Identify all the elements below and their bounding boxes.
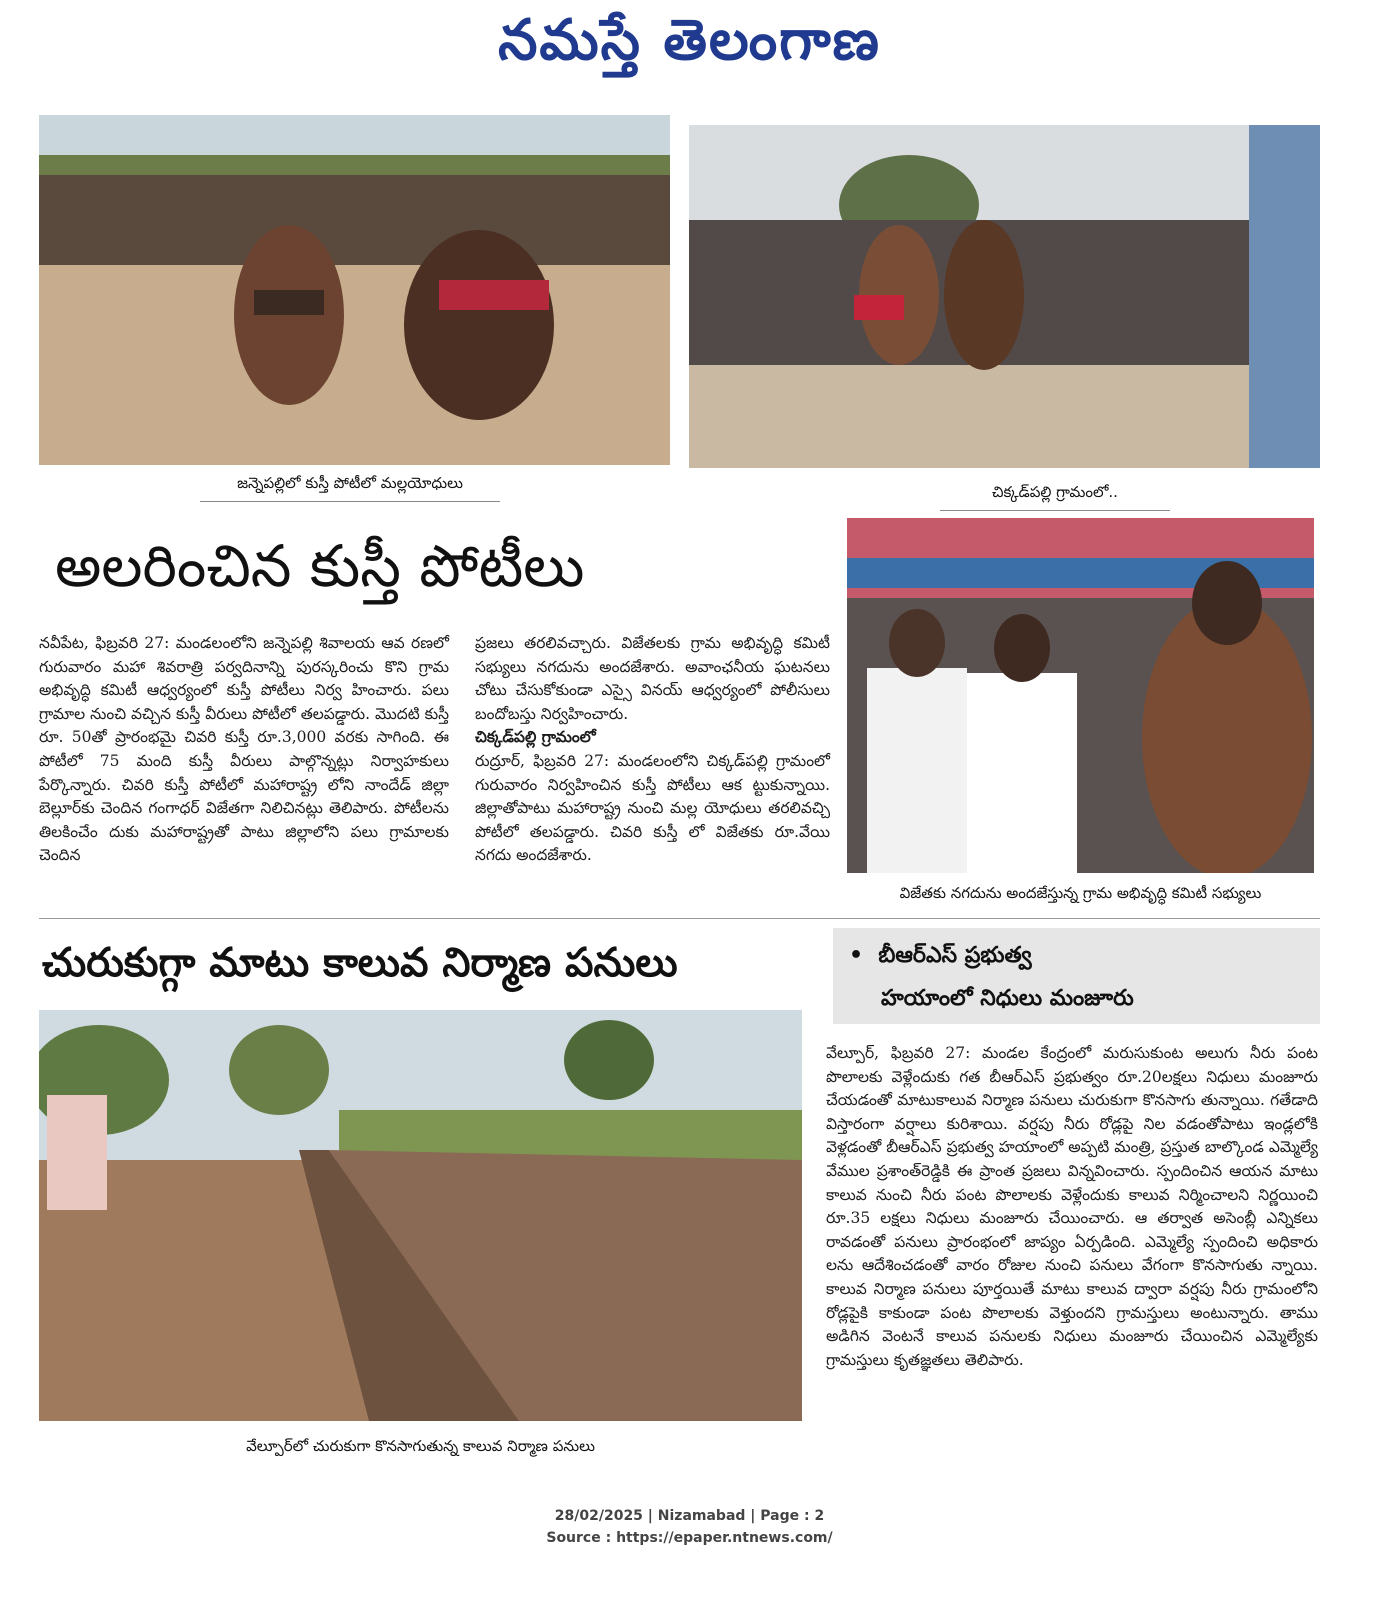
- highlight-line-2: హయాంలో నిధులు మంజూరు: [881, 986, 1134, 1011]
- article2-body: [826, 1042, 1318, 1372]
- prize-distribution-photo: [847, 518, 1314, 873]
- article1-paragraph: నవీపేట, ఫిబ్రవరి 27: మండలంలోని జన్నెపల్లి శివాలయ ఆవ రణలో గురువారం మహా శివరాత్రి పర్వదినాన్ని పురస్కరించు కొని గ్రామ అభివృద్ధి కమిటీ ఆధ్వర్యంలో కుస్తీ పోటీలు నిర్వ హించారు. పలు గ్రామాల నుంచి వచ్చిన కుస్తీ వీరులు పోటీలో తలపడ్డారు. మొదటి కుస్తీ రూ. 50తో ప్రారంభమై చివరి కుస్తీ రూ.3,000 వరకు సాగింది. ఈ పోటీలో 75 మంది కుస్తీ వీరులు పాల్గొన్నట్లు నిర్వాహకులు పేర్కొన్నారు. చివరి కుస్తీ పోటీలో మహారాష్ట్ర లోని నాందేడ్ జిల్లా బెల్లూర్‌కు చెందిన గంగాధర్ విజేతగా నిలిచినట్లు తెలిపారు. పోటీలను తిలకించేం దుకు మహారాష్ట్రతో పాటు జిల్లాలోని పలు గ్రామాలకు చెందిన: [39, 634, 449, 865]
- article1-subhead: చిక్కడ్‌పల్లి గ్రామంలో: [475, 728, 596, 747]
- highlight-line-1: • బీఆర్ఎస్ ప్రభుత్వ: [849, 943, 1032, 968]
- article1-headline: అలరించిన కుస్తీ పోటీలు: [55, 532, 585, 600]
- article1-paragraph: ప్రజలు తరలివచ్చారు. విజేతలకు గ్రామ అభివృద్ధి కమిటీ సభ్యులు నగదును అందజేశారు. అవాంఛనీయ ఘటనలు చోటు చేసుకోకుండా ఎస్సై వినయ్ ఆధ్వర్యంలో పోలీసులు బందోబస్తు నిర్వహించారు.: [475, 634, 830, 723]
- article2-paragraph: వేల్పూర్, ఫిబ్రవరి 27: మండల కేంద్రంలో మరుసుకుంట అలుగు నీరు పంట పొలాలకు వెళ్లేందుకు గత బీఆర్ఎస్ ప్రభుత్వం రూ.20లక్షలు నిధులు మంజూరు చేయడంతో మాటుకాలువ నిర్మాణ పనులు చురుకుగా కొనసాగు తున్నాయి. గతేడాది విస్తారంగా వర్షాలు కురిశాయి. వర్షపు నీరు రోడ్లపై నిల వడంతోపాటు ఇండ్లలోకి వెళ్లడంతో బీఆర్ఎస్ ప్రభుత్వ హయాంలో అప్పటి మంత్రి, ప్రస్తుత బాల్కొండ ఎమ్మెల్యే వేముల ప్రశాంత్‌రెడ్డికి ఈ ప్రాంత ప్రజలు విన్నవించారు. స్పందించిన ఆయన మాటు కాలువ నుంచి నీరు పంట పొలాలకు వెళ్లేందుకు కాలువ నిర్మించాలని నిర్ణయించి రూ.35 లక్షలు నిధులు మంజూరు చేయించారు. ఆ తర్వాత అసెంబ్లీ ఎన్నికలు రావడంతో పనులు ప్రారంభంలో జాప్యం ఏర్పడింది. ఎమ్మెల్యే స్పందించి అధికారు లను ఆదేశించడంతో వారం రోజుల నుంచి పనులు వేగంగా కొనసాగుతు న్నాయి. కాలువ నిర్మాణ పనులు పూర్తయితే మాటు కాలువ ద్వారా వర్షపు నీరు గ్రామంలోని రోడ్లపైకి కాకుండా పంట పొలాలకు వెళ్తుందని గ్రామస్తులు అంటున్నారు. తాము అడిగిన వెంటనే కాలువ పనులకు నిధులు మంజూరు చేయించిన ఎమ్మెల్యేకు గ్రామస్తులు కృతజ్ఞతలు తెలిపారు.: [826, 1044, 1318, 1369]
- article1-paragraph: రుద్రూర్, ఫిబ్రవరి 27: మండలంలోని చిక్కడ్‌పల్లి గ్రామంలో గురువారం నిర్వహించిన కుస్తీ పోటీలు ఆక ట్టుకున్నాయి. జిల్లాతోపాటు మహారాష్ట్ర నుంచి మల్ల యోధులు తరలివచ్చి పోటీలో తలపడ్డారు. చివరి కుస్తీ లో విజేతకు రూ.వేయి నగదు అందజేశారు.: [475, 751, 830, 865]
- article1-column1: [39, 632, 449, 868]
- footer-source: Source : https://epaper.ntnews.com/: [546, 1530, 833, 1546]
- article2-headline: చురుకుగ్గా మాటు కాలువ నిర్మాణ పనులు: [42, 940, 678, 986]
- canal-photo-caption: వేల్పూర్‌లో చురుకుగా కొనసాగుతున్న కాలువ నిర్మాణ పనులు: [246, 1437, 595, 1455]
- section-divider: [39, 918, 1320, 919]
- wrestling-photo-jannepalli: [39, 115, 670, 465]
- masthead: నమస్తే తెలంగాణ: [498, 8, 881, 73]
- bullet-icon: •: [849, 943, 879, 968]
- caption-rule: [940, 510, 1170, 511]
- wrestling-photo-chikkadpalli: [689, 125, 1320, 468]
- footer-date-edition: 28/02/2025 | Nizamabad | Page : 2: [554, 1508, 825, 1524]
- canal-construction-photo: [39, 1010, 802, 1421]
- photo-caption-chikkadpalli: చిక్కడ్‌పల్లి గ్రామంలో..: [992, 483, 1118, 501]
- caption-rule: [200, 501, 500, 502]
- prize-photo-caption: విజేతకు నగదును అందజేస్తున్న గ్రామ అభివృద్ధి కమిటీ సభ్యులు: [899, 884, 1262, 902]
- highlight-box: [833, 928, 1320, 1024]
- article1-column2: [475, 632, 830, 868]
- photo-caption-jannepalli: జన్నెపల్లిలో కుస్తీ పోటీలో మల్లయోధులు: [237, 474, 463, 492]
